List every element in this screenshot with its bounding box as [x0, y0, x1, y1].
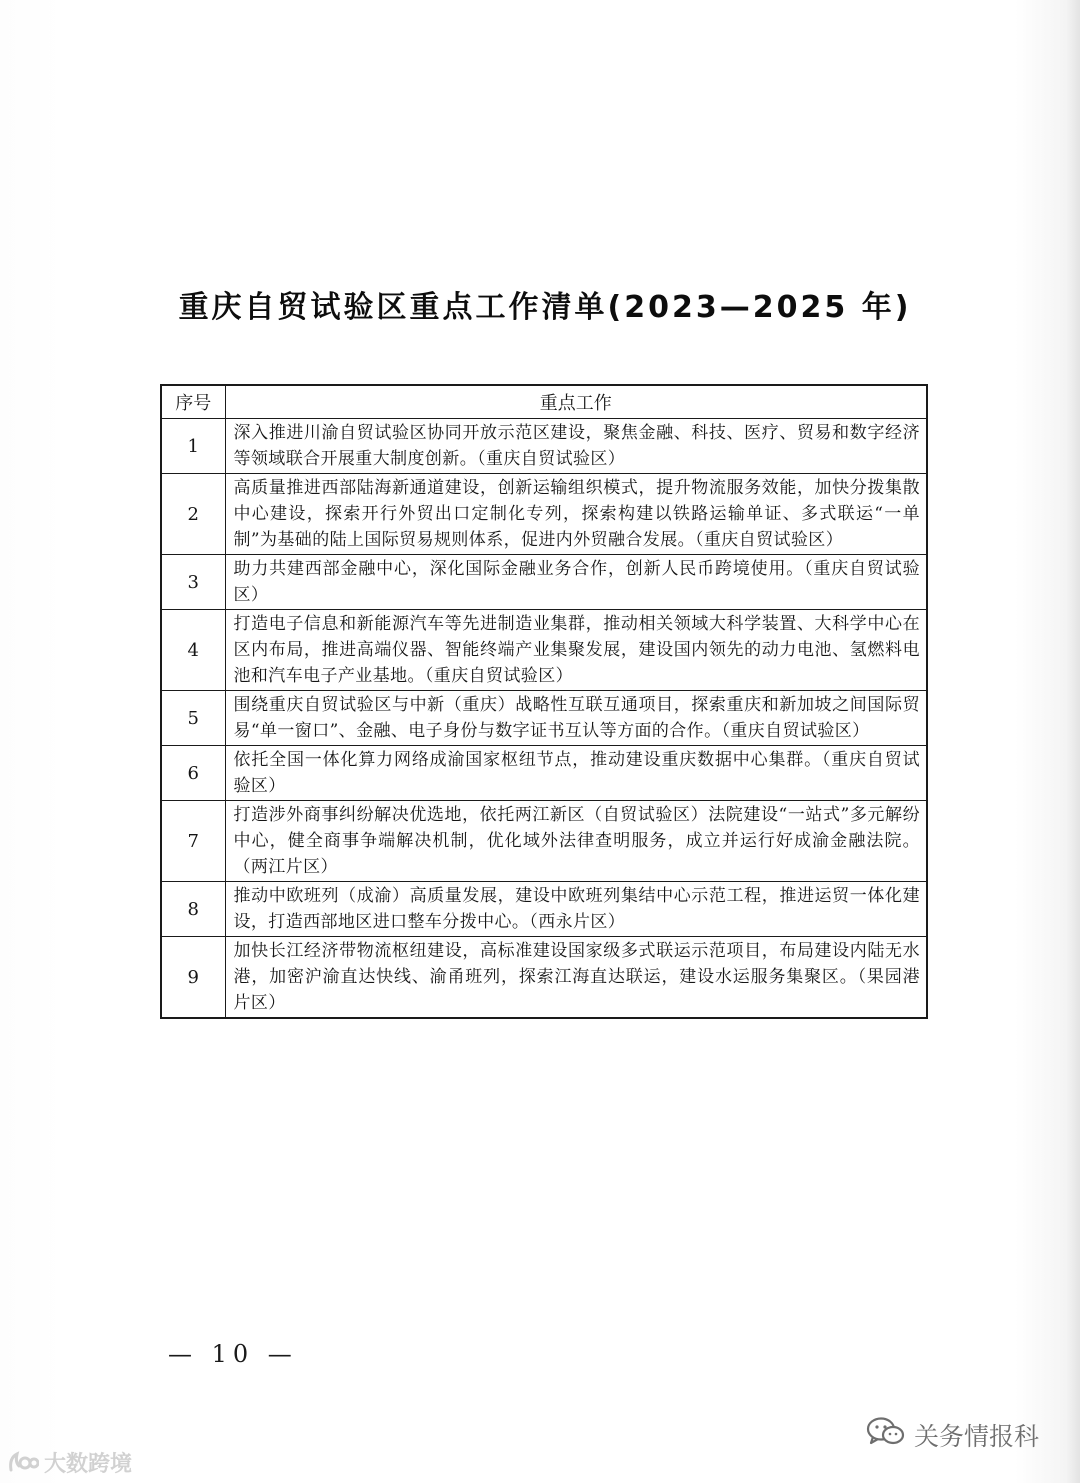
row-work-text: 助力共建西部金融中心，深化国际金融业务合作，创新人民币跨境使用。（重庆自贸试验区）: [225, 555, 927, 610]
watermark-right: [866, 1416, 1039, 1454]
key-work-table: [160, 384, 928, 1019]
row-number: 5: [161, 691, 225, 746]
row-number: 9: [161, 937, 225, 1019]
row-number: 7: [161, 801, 225, 882]
table-row: [161, 419, 927, 474]
table-row: [161, 746, 927, 801]
paw-logo-icon: [6, 1449, 40, 1477]
row-work-text: 打造电子信息和新能源汽车等先进制造业集群，推动相关领域大科学装置、大科学中心在区内布局，推进高端仪器、智能终端产业集聚发展，建设国内领先的动力电池、氢燃料电池和汽车电子产业基地。（重庆自贸试验区）: [225, 610, 927, 691]
row-number: 2: [161, 474, 225, 555]
table-row: [161, 801, 927, 882]
row-work-text: 依托全国一体化算力网络成渝国家枢纽节点，推动建设重庆数据中心集群。（重庆自贸试验区）: [225, 746, 927, 801]
row-number: 3: [161, 555, 225, 610]
row-work-text: 加快长江经济带物流枢纽建设，高标准建设国家级多式联运示范项目，布局建设内陆无水港，加密沪渝直达快线、渝甬班列，探索江海直达联运，建设水运服务集聚区。（果园港片区）: [225, 937, 927, 1019]
table-row: [161, 882, 927, 937]
row-number: 4: [161, 610, 225, 691]
row-number: 1: [161, 419, 225, 474]
header-serial-number: 序号: [161, 385, 225, 419]
row-work-text: 打造涉外商事纠纷解决优选地，依托两江新区（自贸试验区）法院建设“一站式”多元解纷中心，健全商事争端解决机制，优化域外法律查明服务，成立并运行好成渝金融法院。（两江片区）: [225, 801, 927, 882]
header-key-work: 重点工作: [225, 385, 927, 419]
wechat-icon: [866, 1416, 906, 1454]
page-edge-shadow: [1066, 0, 1080, 1483]
table-row: [161, 474, 927, 555]
table-row: [161, 937, 927, 1019]
table-row: [161, 610, 927, 691]
watermark-left: [6, 1447, 132, 1478]
row-number: 6: [161, 746, 225, 801]
page-number: — 10 —: [168, 1340, 298, 1368]
row-work-text: 深入推进川渝自贸试验区协同开放示范区建设，聚焦金融、科技、医疗、贸易和数字经济等领域联合开展重大制度创新。（重庆自贸试验区）: [225, 419, 927, 474]
table-header-row: [161, 385, 927, 419]
document-title: 重庆自贸试验区重点工作清单(2023—2025 年): [178, 290, 912, 325]
table-row: [161, 691, 927, 746]
watermark-right-text: 关务情报科: [914, 1422, 1040, 1451]
watermark-left-text: 大数跨境: [44, 1452, 133, 1477]
table-row: [161, 555, 927, 610]
row-work-text: 高质量推进西部陆海新通道建设，创新运输组织模式，提升物流服务效能，加快分拨集散中心建设，探索开行外贸出口定制化专列，探索构建以铁路运输单证、多式联运“一单制”为基础的陆上国际贸易规则体系，促进内外贸融合发展。（重庆自贸试验区）: [225, 474, 927, 555]
row-number: 8: [161, 882, 225, 937]
row-work-text: 推动中欧班列（成渝）高质量发展，建设中欧班列集结中心示范工程，推进运贸一体化建设，打造西部地区进口整车分拨中心。（西永片区）: [225, 882, 927, 937]
row-work-text: 围绕重庆自贸试验区与中新（重庆）战略性互联互通项目，探索重庆和新加坡之间国际贸易“单一窗口”、金融、电子身份与数字证书互认等方面的合作。（重庆自贸试验区）: [225, 691, 927, 746]
